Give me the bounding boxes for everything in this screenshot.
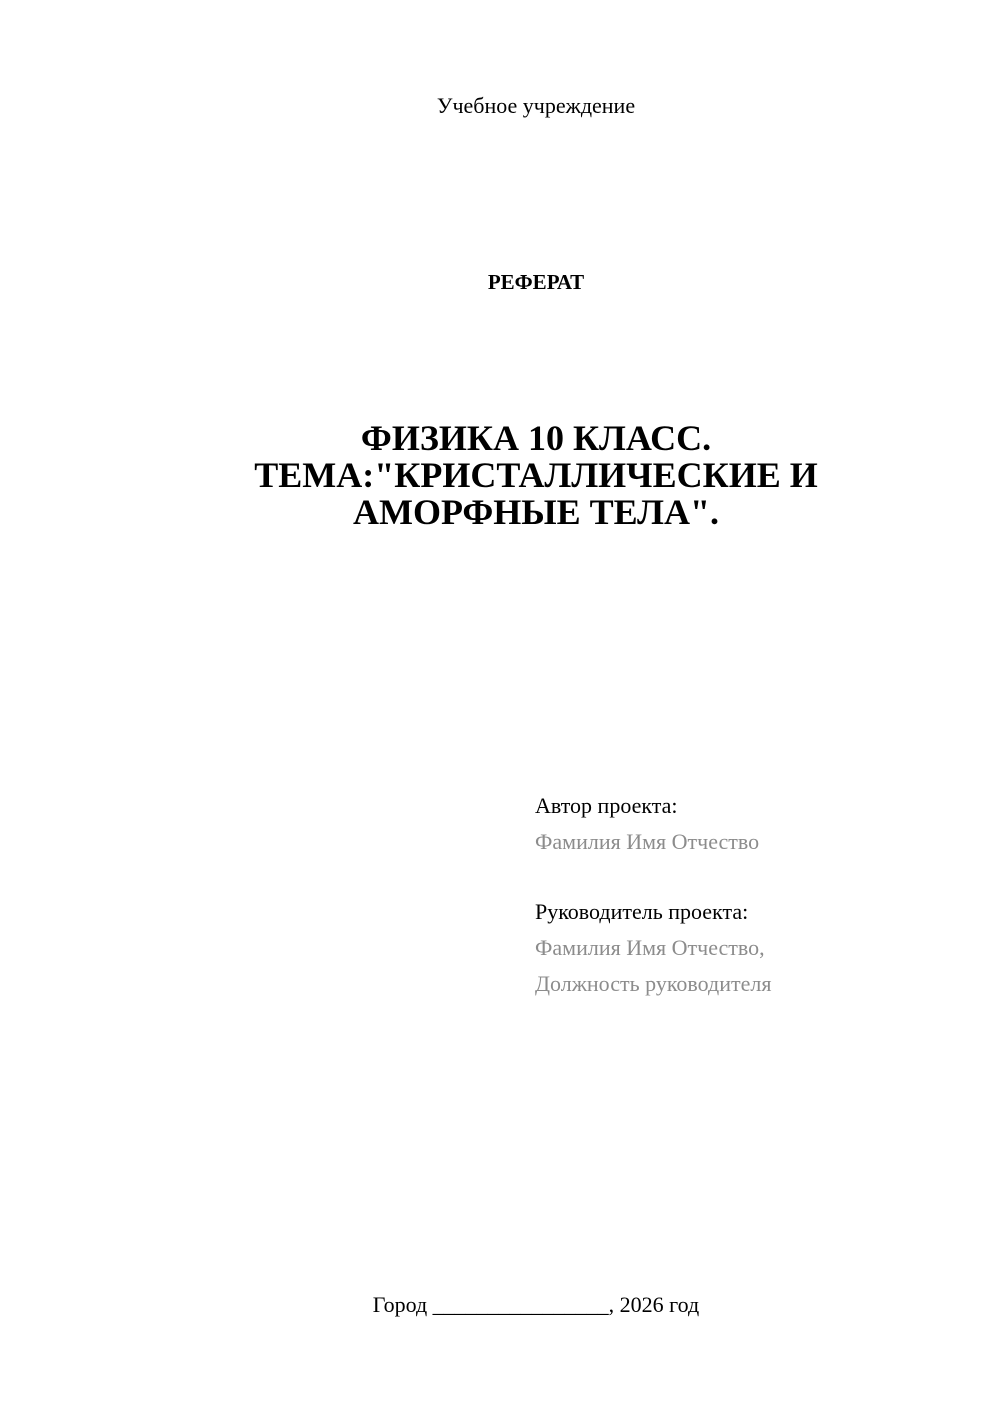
document-title [0,420,1000,531]
title-line: ФИЗИКА 10 КЛАСС. [360,418,712,458]
institution-name: Учебное учреждение [436,93,636,118]
city-year-line: Город ________________, 2026 год [372,1292,700,1317]
title-line: ТЕМА:"КРИСТАЛЛИЧЕСКИЕ И [254,455,818,495]
supervisor-label: Руководитель проекта: [535,899,749,924]
supervisor-position: Должность руководителя [535,971,772,996]
section-spacer [535,860,771,894]
title-line: АМОРФНЫЕ ТЕЛА". [353,492,719,532]
supervisor-name: Фамилия Имя Отчество, [535,935,765,960]
document-type: РЕФЕРАТ [487,270,585,294]
author-label: Автор проекта: [535,793,678,818]
author-name: Фамилия Имя Отчество [535,829,760,854]
project-people [535,788,771,1002]
